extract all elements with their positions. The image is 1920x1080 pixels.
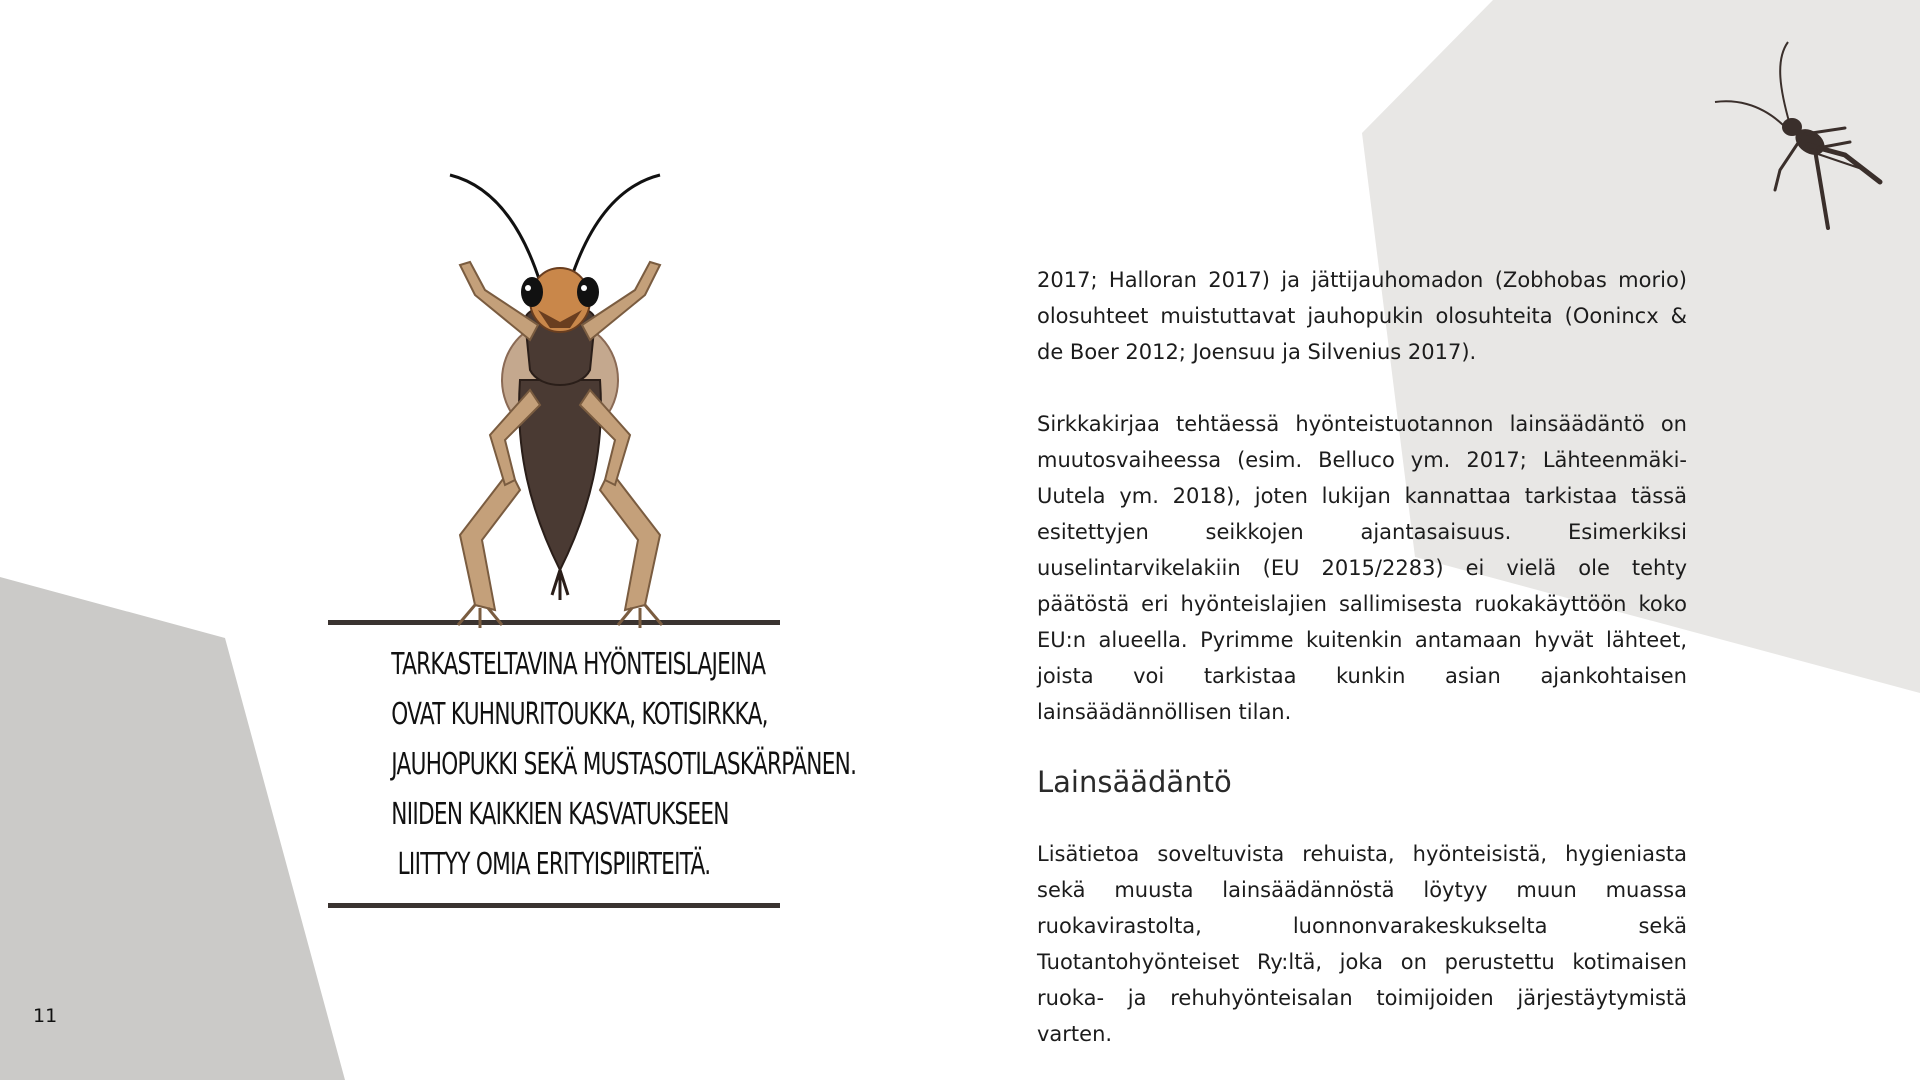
callout-text [391,640,857,890]
callout-line-5: LIITTYY OMIA ERITYISPIIRTEITÄ. [397,847,711,882]
callout-bottom-rule [328,903,780,908]
cricket-silhouette-icon [1700,30,1900,230]
paragraph-2: Sirkkakirjaa tehtäessä hyönteistuotannon lainsäädäntö on muutosvaiheessa (esim. Belluco ym. 2017; Lähteenmäki-Uutela ym. 2018), joten lukijan kannattaa tarkistaa tässä esitettyjen seikkojen ajantasaisuus. Esimerkiksi uuselintarvikelakiin (EU 2015/2283) ei vielä ole tehty päätöstä eri hyönteislajien sallimisesta ruokakäyttöön koko EU:n alueella. Pyrimme kuitenkin antamaan hyvät lähteet, joista voi tarkistaa kunkin asian ajankohtaisen lainsäädännöllisen tilan. [1037,412,1687,724]
section-heading: Lainsäädäntö [1037,765,1232,799]
body-text-column [1037,262,1687,1052]
callout-line-3: JAUHOPUKKI SEKÄ MUSTASOTILASKÄRPÄNEN. [391,747,857,782]
callout-line-4: NIIDEN KAIKKIEN KASVATUKSEEN [391,797,729,832]
paragraph-1: 2017; Halloran 2017) ja jättijauhomadon (Zobhobas morio) olosuhteet muistuttavat jauhopukin olosuhteita (Oonincx & de Boer 2012; Joensuu ja Silvenius 2017). [1037,268,1687,364]
callout-line-1: TARKASTELTAVINA HYÖNTEISLAJEINA [391,647,766,682]
cricket-illustration [420,150,700,650]
callout-line-2: OVAT KUHNURITOUKKA, KOTISIRKKA, [391,697,768,732]
paragraph-3: Lisätietoa soveltuvista rehuista, hyönteisistä, hygieniasta sekä muusta lainsäädännöstä löytyy muun muassa ruokavirastolta, luonnonvarakeskukselta sekä Tuotantohyönteiset Ry:ltä, joka on perustettu kotimaisen ruoka- ja rehuhyönteisalan toimijoiden järjestäytymistä varten. [1037,842,1687,1046]
page-number: 11 [33,1005,58,1027]
